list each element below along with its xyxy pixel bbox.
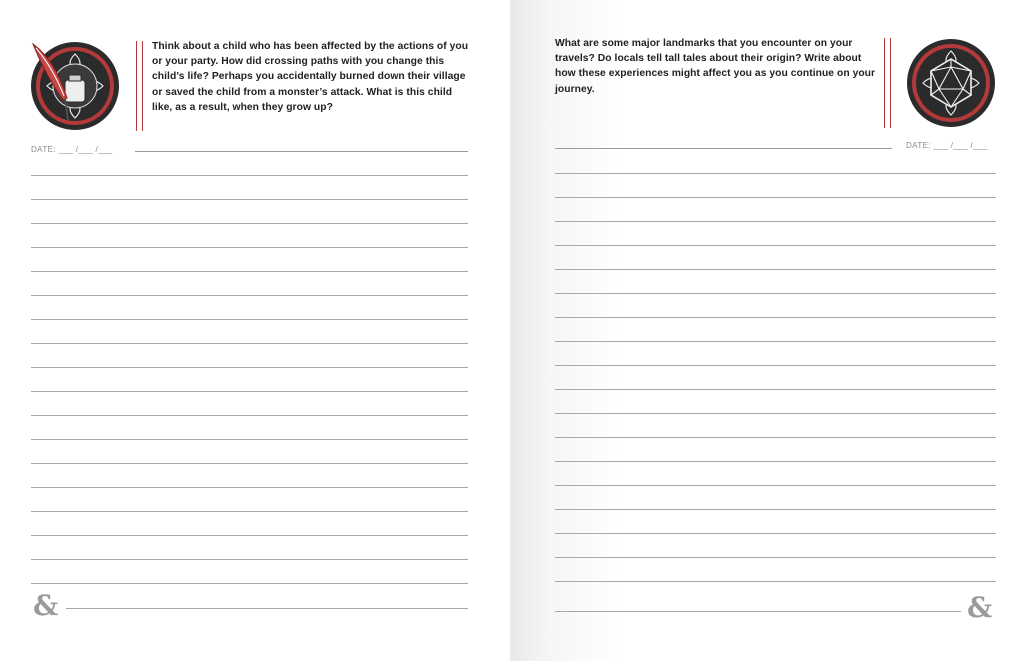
writing-line[interactable] [555,485,996,486]
writing-line[interactable] [31,535,468,536]
writing-line[interactable] [555,461,996,462]
writing-line[interactable] [31,415,468,416]
prompt-accent-bar [884,38,891,128]
writing-line[interactable] [555,269,996,270]
writing-line[interactable] [555,581,996,582]
writing-line[interactable] [555,557,996,558]
date-field[interactable]: DATE: ___ /___ /___ [906,141,988,150]
journal-page-left [0,0,510,661]
writing-line[interactable] [555,221,996,222]
writing-line[interactable] [555,437,996,438]
date-line [135,151,468,152]
writing-line[interactable] [31,295,468,296]
writing-line[interactable] [31,223,468,224]
writing-line[interactable] [31,583,468,584]
ampersand-logo-glyph: & [33,590,59,620]
quill-and-inkwell-icon [27,40,119,132]
writing-line[interactable] [31,487,468,488]
ampersand-dragon-logo [965,592,999,622]
journal-prompt: Think about a child who has been affected by the actions of you or your party. How did crossing paths with you change this child’s life? Perhaps you accidentally burned down their village or saved the child from a monster’s attack. What is this child like, as a result, when they grow up? [152,41,469,113]
writing-line[interactable] [555,197,996,198]
d20-die-icon [905,37,997,129]
writing-line[interactable] [31,439,468,440]
writing-line[interactable] [31,319,468,320]
writing-line[interactable] [31,271,468,272]
writing-line[interactable] [555,509,996,510]
writing-line[interactable] [31,247,468,248]
writing-line[interactable] [555,293,996,294]
writing-line[interactable] [555,365,996,366]
journal-prompt: What are some major landmarks that you encounter on your travels? Do locals tell tall tales about their origin? Write about how these experiences might affect you as you continue on your journey. [555,38,876,95]
writing-line[interactable] [31,391,468,392]
writing-line-footer[interactable] [555,611,961,612]
writing-line[interactable] [31,367,468,368]
journal-page-right [510,0,1021,661]
writing-line[interactable] [555,389,996,390]
ampersand-logo-glyph: & [967,592,993,622]
writing-line[interactable] [555,173,996,174]
writing-line[interactable] [555,317,996,318]
writing-line[interactable] [555,413,996,414]
writing-line[interactable] [555,245,996,246]
writing-line[interactable] [31,463,468,464]
writing-line[interactable] [31,343,468,344]
writing-line[interactable] [31,199,468,200]
writing-line[interactable] [31,511,468,512]
prompt-accent-bar [136,41,143,131]
writing-line[interactable] [555,533,996,534]
ampersand-dragon-logo [31,590,65,620]
date-line [555,148,892,149]
date-field[interactable]: DATE: ___ /___ /___ [31,145,113,154]
writing-line[interactable] [31,559,468,560]
writing-line-footer[interactable] [66,608,468,609]
writing-line[interactable] [31,175,468,176]
writing-line[interactable] [555,341,996,342]
